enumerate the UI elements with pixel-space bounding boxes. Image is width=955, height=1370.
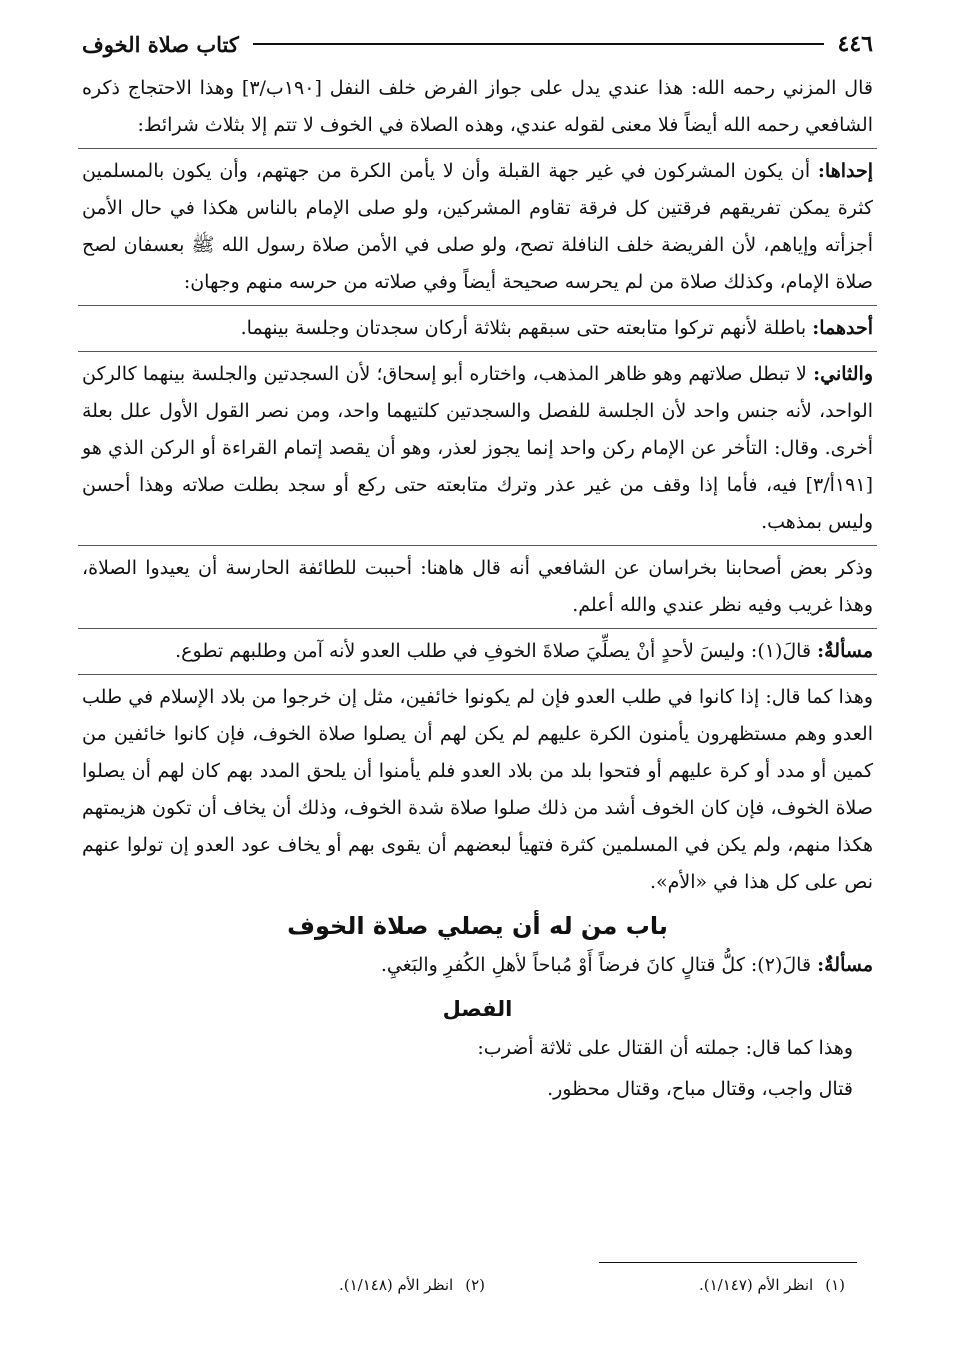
paragraph-fasl-2: قتال واجب، وقتال مباح، وقتال محظور. bbox=[547, 1078, 853, 1100]
paragraph-thani bbox=[82, 356, 873, 541]
section-title: الفصل bbox=[442, 997, 513, 1021]
footnote-rule bbox=[599, 1262, 857, 1263]
paragraph-masala-1 bbox=[82, 633, 873, 670]
paragraph-muzani bbox=[82, 70, 873, 144]
footnote-item bbox=[545, 1276, 845, 1294]
paragraph-text: أن يكون المشركون في غير جهة القبلة وأن لا يأمن الكرة من جهتهم، وأن يكون بالمسلمين كثرة يمكن تفريقهم فرقتين كل فرقة تقاوم المشركين، ولو صلى الإمام بالناس هكذا في حال الأمن أجزأته وإياهم، لأن الفريضة خلف النافلة تصح، ولو صلى في الأمن صلاة رسول الله ﷺ بعسفان لصح صلاة الإمام، وكذلك صلاة من لم يحرسه صحيحة أيضاً وفي صلاته من حرسه منهم وجهان: bbox=[82, 160, 873, 293]
footnote-item bbox=[185, 1276, 485, 1294]
paragraph-masala-2 bbox=[82, 947, 873, 984]
footnote-text: انظر الأم (١/١٤٨). bbox=[338, 1276, 454, 1294]
divider bbox=[78, 545, 877, 546]
paragraph-text: وذكر بعض أصحابنا بخراسان عن الشافعي أنه قال هاهنا: أحببت للطائفة الحارسة أن يعيدوا الصلاة، وهذا غريب وفيه نظر عندي والله أعلم. bbox=[82, 557, 873, 616]
divider bbox=[78, 628, 877, 629]
paragraph-khurasan bbox=[82, 550, 873, 624]
paragraph-lead: إحداها: bbox=[817, 160, 873, 182]
page-body bbox=[82, 70, 873, 1112]
paragraph-lead: مسألةٌ: bbox=[817, 954, 873, 976]
paragraph-text: وهذا كما قال: إذا كانوا في طلب العدو فإن لم يكونوا خائفين، مثل إن خرجوا من بلاد الإسلام في طلب العدو وهم مستظهرون يأمنون الكرة عليهم لم يكن لهم أن يصلوا صلاة الخوف، فإن كانوا خائفين من كمين أو مدد أو كرة عليهم أو فتحوا بلد من بلاد العدو فلم يأمنوا أن يلحق المدد بهم كان لهم أن يصلوا صلاة الخوف، فإن كان الخوف أشد من ذلك صلوا صلاة شدة الخوف، وذلك أن يخاف أن تكون هزيمتهم هكذا منهم، ولم يكن في المسلمين كثرة فتهيأ لبعضهم أن يقوى بهم أو يخاف عود العدو إن تولوا عنهم نص على كل هذا في «الأم». bbox=[82, 686, 873, 893]
paragraph-lead: والثاني: bbox=[813, 363, 873, 385]
footnote-text: انظر الأم (١/١٤٧). bbox=[698, 1276, 814, 1294]
paragraph-lead: أحدهما: bbox=[812, 317, 873, 339]
chapter-title: باب من له أن يصلي صلاة الخوف bbox=[287, 912, 668, 940]
divider bbox=[78, 351, 877, 352]
page-number: ٤٤٦ bbox=[837, 31, 873, 57]
paragraph-lead: مسألةٌ: bbox=[817, 640, 873, 662]
paragraph-ahaduhuma bbox=[82, 310, 873, 347]
footnote-number: (١) bbox=[825, 1276, 845, 1294]
running-header bbox=[82, 28, 873, 60]
paragraph-ihdaha bbox=[82, 153, 873, 301]
footnote-number: (٢) bbox=[465, 1276, 485, 1294]
divider bbox=[78, 305, 877, 306]
footnotes bbox=[82, 1276, 845, 1294]
paragraph-text: باطلة لأنهم تركوا متابعته حتى سبقهم بثلاثة أركان سجدتان وجلسة بينهما. bbox=[240, 317, 813, 339]
paragraph-commentary bbox=[82, 679, 873, 901]
paragraph-text: قالَ(١): وليسَ لأحدٍ أنْ يصلِّيَ صلاةَ الخوفِ في طلب العدو لأنه آمن وطلبهم تطوع. bbox=[175, 640, 818, 662]
header-rule bbox=[253, 43, 824, 45]
divider bbox=[78, 148, 877, 149]
running-title: كتاب صلاة الخوف bbox=[82, 31, 239, 57]
paragraph-text: قالَ(٢): كلُّ قتالٍ كانَ فرضاً أَوْ مُباحاً لأهلِ الكُفرِ والبَغيِ. bbox=[380, 954, 818, 976]
paragraph-fasl-1: وهذا كما قال: جملته أن القتال على ثلاثة أضرب: bbox=[477, 1037, 853, 1059]
divider bbox=[78, 674, 877, 675]
paragraph-text: قال المزني رحمه الله: هذا عندي يدل على جواز الفرض خلف النفل [١٩٠ب/٣] وهذا الاحتجاج ذكره الشافعي رحمه الله أيضاً فلا معنى لقوله عندي، وهذه الصلاة في الخوف لا تتم إلا بثلاث شرائط: bbox=[82, 77, 873, 136]
paragraph-text: لا تبطل صلاتهم وهو ظاهر المذهب، واختاره أبو إسحاق؛ لأن السجدتين والجلسة بينهما كالركن الواحد، لأنه جنس واحد لأن الجلسة للفصل والسجدتين كلتيهما واحد، ومن نصر القول الأول علل بعلة أخرى. وقال: التأخر عن الإمام ركن واحد إنما يجوز لعذر، وهو أن يقصد إتمام القراءة أو الركن الذي هو [١٩١أ/٣] فيه، فأما إذا وقف من غير عذر وترك متابعته حتى ركع أو سجد بطلت صلاته وهذا أحسن وليس بمذهب. bbox=[82, 363, 873, 533]
